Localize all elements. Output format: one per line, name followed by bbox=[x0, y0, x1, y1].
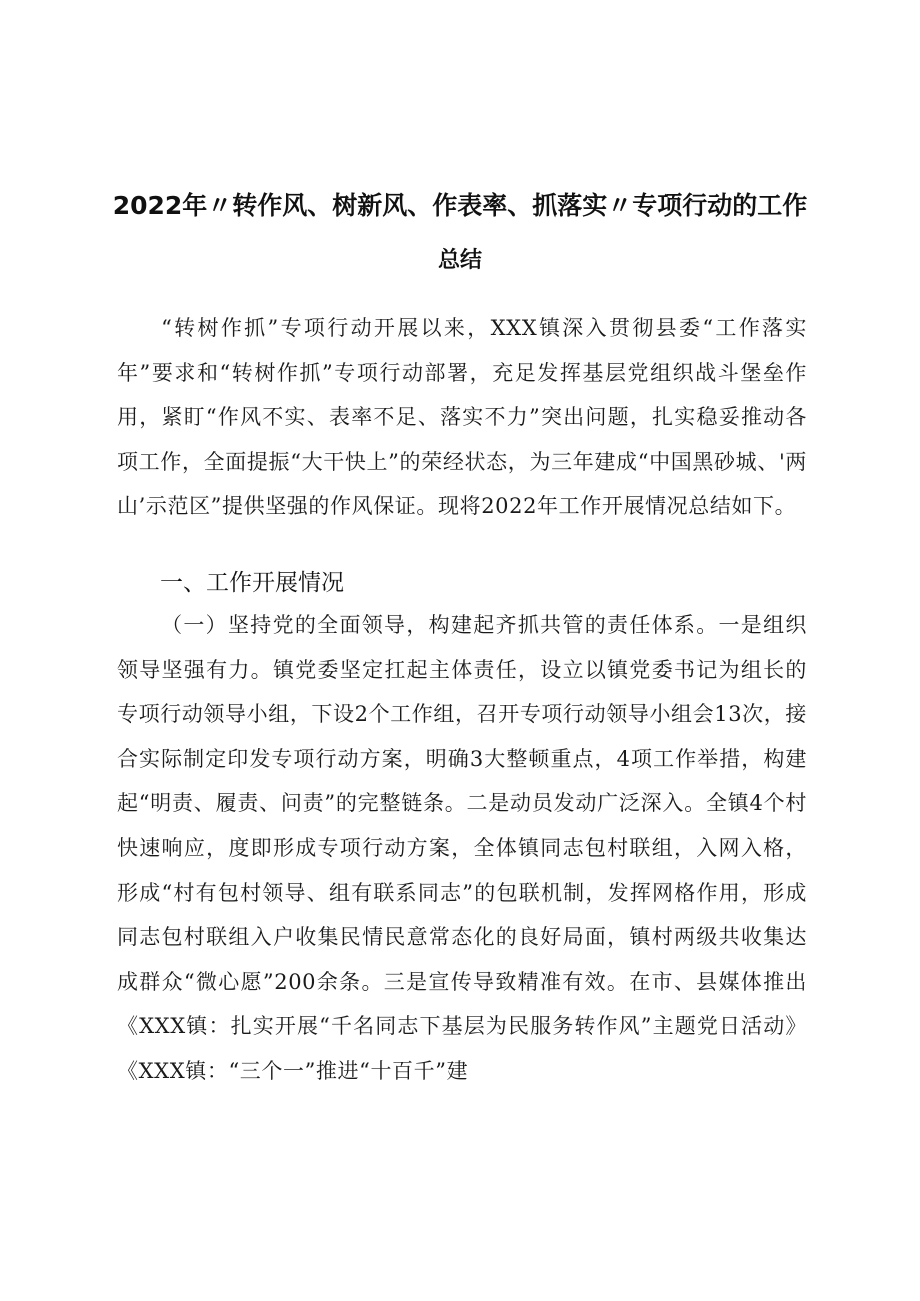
section-1-paragraph: （一）坚持党的全面领导，构建起齐抓共管的责任体系。一是组织领导坚强有力。镇党委坚定扛起主体责任，设立以镇党委书记为组长的专项行动领导小组，下设2个工作组，召开专项行动领导小组会13次，接合实际制定印发专项行动方案，明确3大整顿重点，4项工作举措，构建起“明责、履责、问责”的完整链条。二是动员发动广泛深入。全镇4个村快速响应，度即形成专项行动方案，全体镇同志包村联组，入网入格，形成“村有包村领导、组有联系同志”的包联机制，发挥网格作用，形成同志包村联组入户收集民情民意常态化的良好局面，镇村两级共收集达成群众“微心愿”200余条。三是宣传导致精准有效。在市、县媒体推出《XXX镇：扎实开展“千名同志下基层为民服务转作风”主题党日活动》《XXX镇：“三个一”推进“十百千”建 bbox=[117, 613, 807, 1083]
section-heading-1: 一、工作开展情况 bbox=[160, 570, 344, 596]
intro-paragraph: “转树作抓”专项行动开展以来，XXX镇深入贯彻县委“工作落实年”要求和“转树作抓”专项行动部署，充足发挥基层党组织战斗堡垒作用，紧盯“作风不实、表率不足、落实不力”突出问题，扎实稳妥推动各项工作，全面提振“大干快上”的荣经状态，为三年建成“中国黑砂城、'两山’示范区”提供坚强的作风保证。现将2022年工作开展情况总结如下。 bbox=[117, 316, 807, 519]
document-title-line-1: 2022年〃转作风、树新风、作表率、抓落实〃专项行动的工作 bbox=[112, 191, 808, 220]
document-title-line-2: 总结 bbox=[437, 248, 482, 273]
